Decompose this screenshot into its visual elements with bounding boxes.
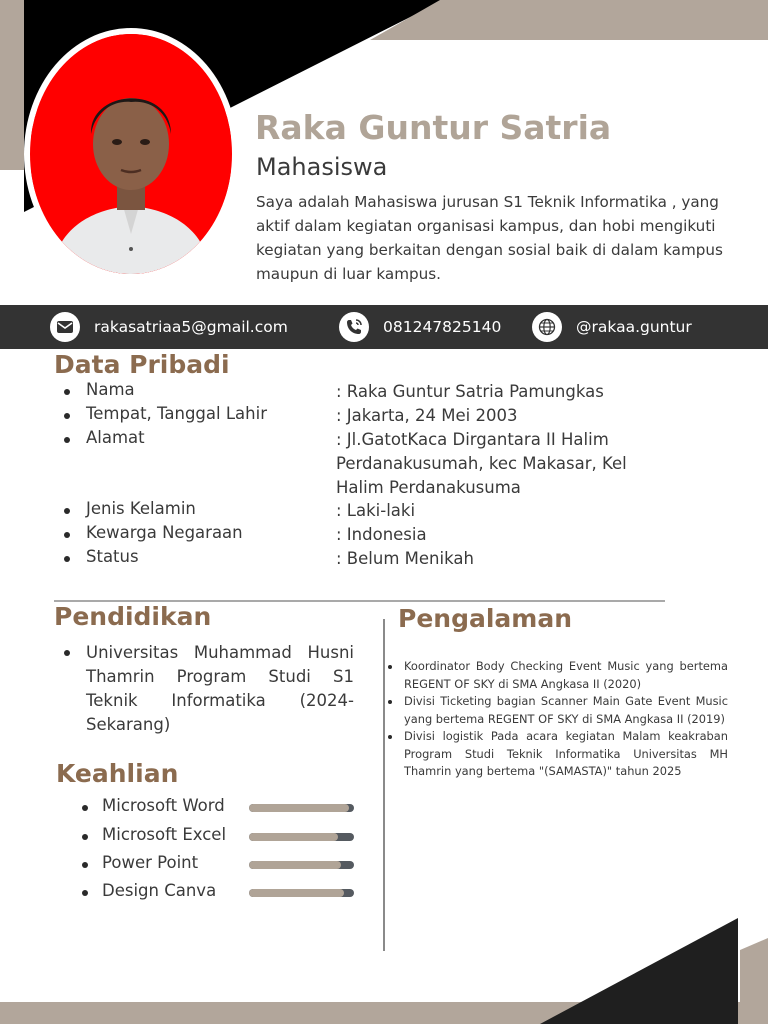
experience-text: Divisi Ticketing bagian Scanner Main Gate Event Music yang bertema REGENT OF SKY di SMA Angkasa II (2019)	[404, 694, 728, 726]
personal-value: : Jakarta, 24 Mei 2003	[336, 406, 518, 425]
skill-item	[82, 853, 372, 877]
skill-item	[82, 881, 372, 905]
bullet-icon	[388, 700, 392, 704]
bullet-icon	[64, 556, 70, 562]
personal-value: : Jl.GatotKaca Dirgantara II Halim Perdanakusumah, kec Makasar, Kel Halim Perdanakusuma	[336, 430, 627, 497]
contact-phone[interactable]	[339, 305, 501, 349]
skill-bar	[249, 861, 354, 869]
job-title: Mahasiswa	[256, 153, 388, 181]
profile-summary: Saya adalah Mahasiswa jurusan S1 Teknik Informatika , yang aktif dalam kegiatan organisasi kampus, dan hobi mengikuti kegiatan yang berkaitan dengan sosial baik di dalam kampus maupun di luar kampus.	[256, 193, 723, 283]
experience-item	[387, 728, 728, 781]
personal-label: Alamat	[86, 428, 145, 447]
bullet-icon	[64, 413, 70, 419]
personal-label: Tempat, Tanggal Lahir	[86, 404, 267, 423]
bullet-icon	[82, 805, 88, 811]
bullet-icon	[388, 735, 392, 739]
bullet-icon	[64, 650, 70, 656]
bullet-icon	[64, 437, 70, 443]
experience-text: Koordinator Body Checking Event Music yang bertema REGENT OF SKY di SMA Angkasa II (2020)	[404, 659, 728, 691]
personal-data-title: Data Pribadi	[54, 350, 230, 379]
skill-bar-fill	[249, 861, 341, 869]
experience-item	[387, 693, 728, 728]
education-item	[64, 641, 354, 737]
contact-social[interactable]	[532, 305, 692, 349]
skill-label: Microsoft Excel	[102, 825, 227, 844]
globe-icon	[532, 312, 562, 342]
full-name: Raka Guntur Satria	[255, 108, 612, 147]
personal-label: Status	[86, 547, 139, 566]
phone-text: 081247825140	[383, 318, 502, 336]
bullet-icon	[388, 665, 392, 669]
experience-text: Divisi logistik Pada acara kegiatan Malam keakraban Program Studi Teknik Informatika Universitas MH Thamrin yang bertema "(SAMASTA)" tahun 2025	[404, 729, 728, 778]
contact-bar	[0, 305, 768, 349]
skill-bar	[249, 889, 354, 897]
personal-value: : Laki-laki	[336, 501, 416, 520]
social-text: @rakaa.guntur	[576, 318, 692, 336]
column-divider	[383, 619, 385, 951]
education-text: Universitas Muhammad Husni Thamrin Program Studi S1 Teknik Informatika (2024-Sekarang)	[86, 643, 354, 734]
bullet-icon	[64, 508, 70, 514]
top-tan-shape	[370, 0, 768, 40]
bullet-icon	[82, 862, 88, 868]
phone-icon	[339, 312, 369, 342]
mail-icon	[50, 312, 80, 342]
bullet-icon	[82, 834, 88, 840]
skill-item	[82, 796, 372, 820]
personal-value: : Belum Menikah	[336, 549, 474, 568]
skill-bar-fill	[249, 833, 338, 841]
contact-email[interactable]	[50, 305, 288, 349]
personal-label: Nama	[86, 380, 135, 399]
email-text: rakasatriaa5@gmail.com	[94, 318, 288, 336]
experience-title: Pengalaman	[398, 604, 572, 633]
experience-list	[387, 658, 728, 781]
skill-label: Design Canva	[102, 881, 217, 900]
personal-label: Kewarga Negaraan	[86, 523, 243, 542]
personal-label: Jenis Kelamin	[86, 499, 196, 518]
skill-label: Power Point	[102, 853, 199, 872]
personal-value: : Indonesia	[336, 525, 427, 544]
skill-bar	[249, 833, 354, 841]
skills-title: Keahlian	[56, 759, 179, 788]
skill-bar-fill	[249, 889, 344, 897]
skill-bar-fill	[249, 804, 349, 812]
bullet-icon	[82, 890, 88, 896]
education-title: Pendidikan	[54, 602, 212, 631]
bullet-icon	[64, 389, 70, 395]
profile-photo	[24, 28, 238, 280]
left-tan-strip	[0, 0, 24, 170]
bullet-icon	[64, 532, 70, 538]
skill-item	[82, 825, 372, 849]
skill-label: Microsoft Word	[102, 796, 225, 815]
personal-value: : Raka Guntur Satria Pamungkas	[336, 382, 604, 401]
experience-item	[387, 658, 728, 693]
portrait-image	[30, 34, 232, 274]
skill-bar	[249, 804, 354, 812]
